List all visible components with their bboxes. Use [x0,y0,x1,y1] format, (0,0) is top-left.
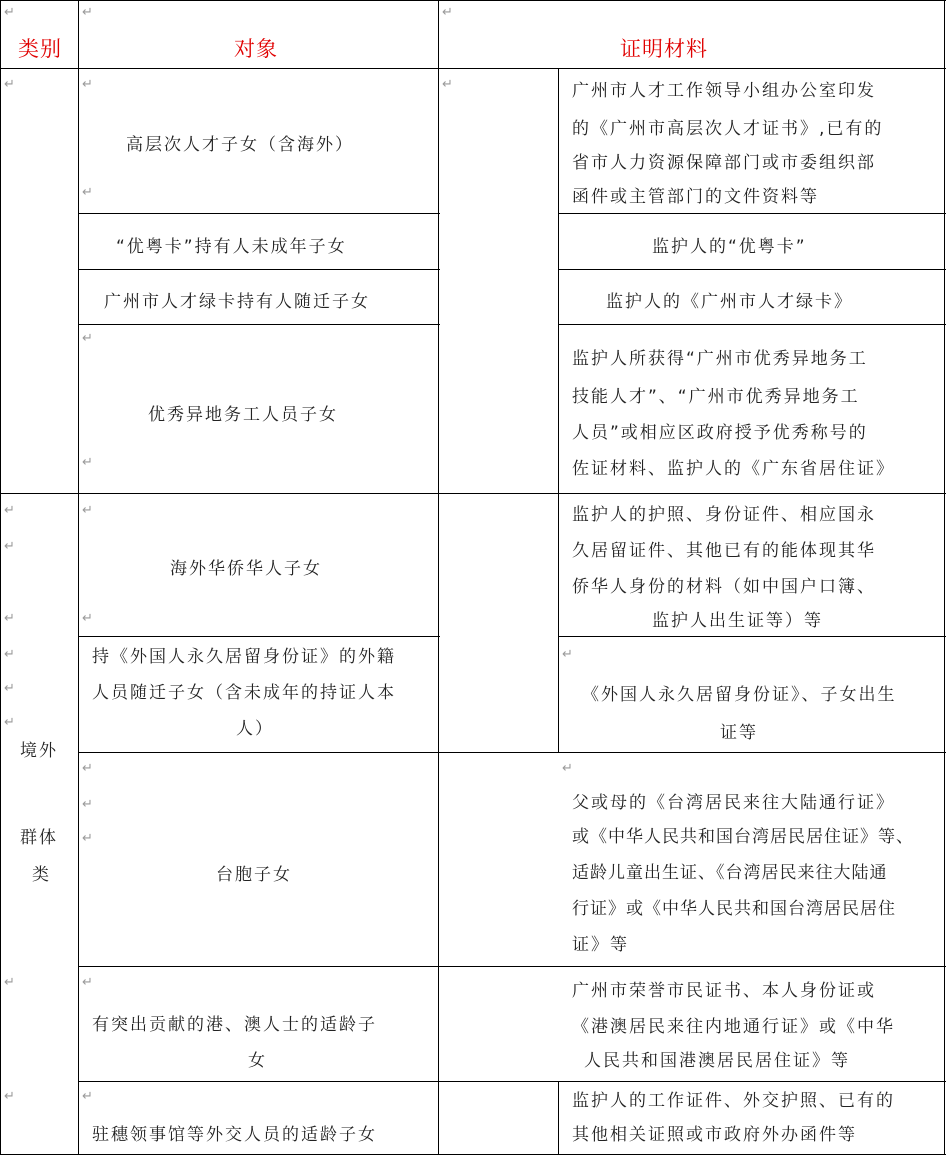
row-divider [558,213,946,214]
materials-line: 行证》或《中华人民共和国台湾居民居住 [572,899,896,919]
paragraph-mark: ↵ [82,761,93,776]
paragraph-mark: ↵ [562,647,573,662]
materials-line: 佐证材料、监护人的《广东省居住证》 [572,459,895,479]
paragraph-mark: ↵ [4,5,15,20]
paragraph-mark: ↵ [82,1089,93,1104]
materials-line: 父或母的《台湾居民来往大陆通行证》 [572,793,895,813]
paragraph-mark: ↵ [82,455,93,470]
paragraph-mark: ↵ [4,539,15,554]
materials-line: 《外国人永久居留身份证》、子女出生 [582,685,897,705]
materials-line: 函件或主管部门的文件资料等 [572,187,819,207]
header-target: 对象 [234,37,278,61]
paragraph-mark: ↵ [82,503,93,518]
table-border-bottom [0,1154,946,1155]
column-divider [558,1081,559,1155]
materials-line: 人员”或相应区政府授予优秀称号的 [572,423,868,443]
materials-line: 其他相关证照或市政府外办函件等 [572,1125,857,1145]
section-divider [0,493,946,494]
materials-line: 适龄儿童出生证、《台湾居民来往大陆通 [572,863,888,883]
target-line: 女 [248,1051,267,1071]
paragraph-mark: ↵ [4,503,15,518]
header-divider [0,68,946,69]
target-line: 持《外国人永久居留身份证》的外籍 [92,647,396,667]
paragraph-mark: ↵ [4,715,15,730]
paragraph-mark: ↵ [4,1089,15,1104]
row-divider [78,636,440,637]
paragraph-mark: ↵ [82,331,93,346]
paragraph-mark: ↵ [82,975,93,990]
materials-line: 的《广州市高层次人才证书》,已有的 [572,119,884,139]
column-divider [78,0,79,1155]
target-line: 有突出贡献的港、澳人士的适龄子 [92,1015,377,1035]
materials-line: 监护人的护照、身份证件、相应国永 [572,505,876,525]
paragraph-mark: ↵ [4,975,15,990]
target-cell: 台胞子女 [216,865,292,885]
paragraph-mark: ↵ [82,5,93,20]
materials-line: 监护人的“优粤卡” [652,237,807,257]
target-cell: 海外华侨华人子女 [170,559,322,579]
row-divider [78,324,440,325]
paragraph-mark: ↵ [82,77,93,92]
category-label: 群体 [20,828,58,848]
category-label: 类 [32,865,51,885]
row-divider [78,213,440,214]
row-divider [78,269,440,270]
materials-line: 《港澳居民来往内地通行证》或《中华 [572,1017,895,1037]
materials-line: 证》等 [572,935,629,955]
target-cell: 广州市人才绿卡持有人随迁子女 [104,292,370,312]
category-label: 境外 [20,741,58,761]
paragraph-mark: ↵ [4,77,15,92]
materials-line: 人民共和国港澳居民居住证》等 [584,1051,850,1071]
column-divider [558,68,559,753]
materials-line: 监护人出生证等）等 [652,611,823,631]
materials-line: 省市人力资源保障部门或市委组织部 [572,153,876,173]
paragraph-mark: ↵ [82,185,93,200]
paragraph-mark: ↵ [4,611,15,626]
paragraph-mark: ↵ [562,761,573,776]
target-cell: 高层次人才子女（含海外） [126,135,354,155]
materials-line: 监护人的工作证件、外交护照、已有的 [572,1091,895,1111]
target-cell: 优秀异地务工人员子女 [148,405,338,425]
materials-line: 证等 [720,723,758,743]
materials-line: 侨华人身份的材料（如中国户口簿、 [572,577,876,597]
table-border-top [0,0,946,1]
paragraph-mark: ↵ [4,647,15,662]
paragraph-mark: ↵ [442,77,453,92]
materials-line: 技能人才”、“广州市优秀异地务工 [572,387,860,407]
paragraph-mark: ↵ [442,5,453,20]
column-divider [438,0,439,1155]
paragraph-mark: ↵ [82,831,93,846]
materials-line: 监护人所获得“广州市优秀异地务工 [572,349,868,369]
paragraph-mark: ↵ [4,681,15,696]
target-cell: “优粤卡”持有人未成年子女 [116,237,347,257]
row-divider [78,966,946,967]
row-divider [558,324,946,325]
materials-line: 或《中华人民共和国台湾居民居住证》等、 [572,827,914,847]
row-divider [78,1081,946,1082]
paragraph-mark: ↵ [82,797,93,812]
materials-line: 监护人的《广州市人才绿卡》 [606,292,853,312]
header-materials: 证明材料 [620,37,708,61]
paragraph-mark: ↵ [82,611,93,626]
materials-line: 广州市荣誉市民证书、本人身份证或 [572,981,876,1001]
table-border-right [944,0,945,1155]
header-category: 类别 [18,37,62,61]
target-line: 人） [236,719,274,739]
table-border-left [0,0,1,1155]
materials-line: 广州市人才工作领导小组办公室印发 [572,81,876,101]
target-cell: 驻穗领事馆等外交人员的适龄子女 [92,1125,377,1145]
target-line: 人员随迁子女（含未成年的持证人本 [92,683,396,703]
row-divider [558,636,946,637]
row-divider [558,269,946,270]
materials-line: 久居留证件、其他已有的能体现其华 [572,541,876,561]
row-divider [78,752,946,753]
